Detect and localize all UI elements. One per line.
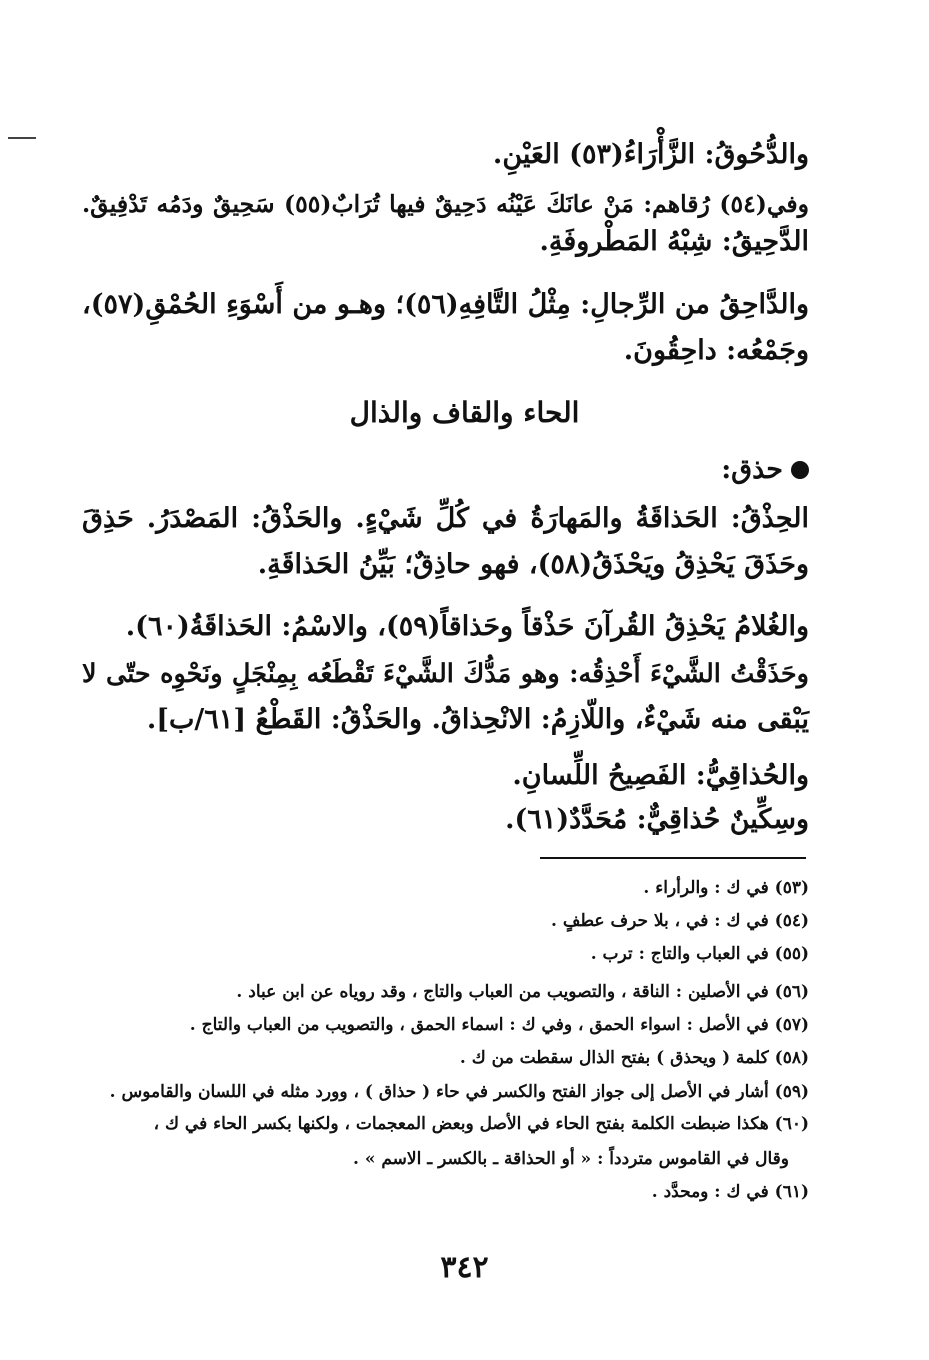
bullet-icon [791,461,809,479]
footnote-divider [540,857,806,859]
footnote: (٥٩) أشار في الأصل إلى جواز الفتح والكسر في حاء ( حذاق ) ، وورد مثله في اللسان والقاموس . [109,1082,809,1102]
footnote: (٥٤) في ك : في ، بلا حرف عطفٍ . [551,911,809,931]
text-line: وسِكِّينٌ حُذاقِيٌّ: مُحَدَّدٌ(٦١). [505,804,809,835]
footnote: (٥٥) في العباب والتاج : ترب . [590,944,809,964]
text-line: والدَّاحِقُ من الرِّجالِ: مِثْلُ التَّافِهِ(٥٦)؛ وهـو من أَسْوَءِ الحُمْقِ(٥٧)، [82,289,809,320]
text-line: وفي(٥٤) رُقاهم: مَنْ عانَكَ عَيْنُه دَحِيقٌ فيها تُرَابٌ(٥٥) سَحِيقٌ ودَمُه تَدْفِيقٌ. [82,190,809,218]
text-line: وحَذَقَ يَحْذِقُ ويَحْذَقُ(٥٨)، فهو حاذِقٌ؛ بَيِّنُ الحَذاقَةِ. [257,549,809,580]
text-line: والغُلامُ يَحْذِقُ القُرآنَ حَذْقاً وحَذاقاً(٥٩)، والاسْمُ: الحَذاقَةُ(٦٠). [125,611,809,642]
text-line: وحَذَقْتُ الشَّيْءَ أَحْذِقُه: وهو مَدُّكَ الشَّيْءَ تَقْطَعُه بِمِنْجَلٍ ونَحْوِه حتّى لا [82,659,809,689]
footnote: (٥٦) في الأصلين : الناقة ، والتصويب من العباب والتاج ، وقد روياه عن ابن عباد . [236,982,809,1002]
text-line: الدَّحِيقُ: شِبْهُ المَطْروفَةِ. [539,226,809,257]
footnote: (٦١) في ك : ومحدَّد . [651,1182,809,1202]
text-line: وجَمْعُه: داحِقُونَ. [623,335,809,366]
footnote: (٥٨) كلمة ( ويحذق ) بفتح الذال سقطت من ك . [459,1048,809,1068]
section-heading: الحاء والقاف والذال [349,396,580,429]
footnote: (٦٠) هكذا ضبطت الكلمة بفتح الحاء في الأصل وبعض المعجمات ، ولكنها بكسر الحاء في ك ، [153,1114,809,1134]
page-number: ٣٤٢ [440,1250,489,1285]
footnote-continuation: وقال في القاموس متردداً : « أو الحذاقة ـ بالكسر ـ الاسم » . [352,1149,789,1169]
margin-mark [8,137,36,139]
entry-headword [721,450,809,490]
entry-headword-text: حذق: [721,454,783,485]
text-line: والحُذاقِيُّ: الفَصِيحُ اللِّسانِ. [512,760,809,791]
text-line: الحِذْقُ: الحَذاقَةُ والمَهارَةُ في كُلِّ شَيْءٍ. والحَذْقُ: المَصْدَرُ. حَذِقَ [82,503,809,534]
text-line: والدُّحُوقُ: الزَّأْرَاءُ(٥٣) العَيْنِ. [492,139,809,170]
text-line: يَبْقى منه شَيْءٌ، واللّازِمُ: الانْحِذاقُ. والحَذْقُ: القَطْعُ [٦١/ب]. [146,704,809,735]
footnote: (٥٧) في الأصل : اسواء الحمق ، وفي ك : اسماء الحمق ، والتصويب من العباب والتاج . [189,1015,809,1035]
footnote: (٥٣) في ك : والرأراء . [643,878,809,898]
